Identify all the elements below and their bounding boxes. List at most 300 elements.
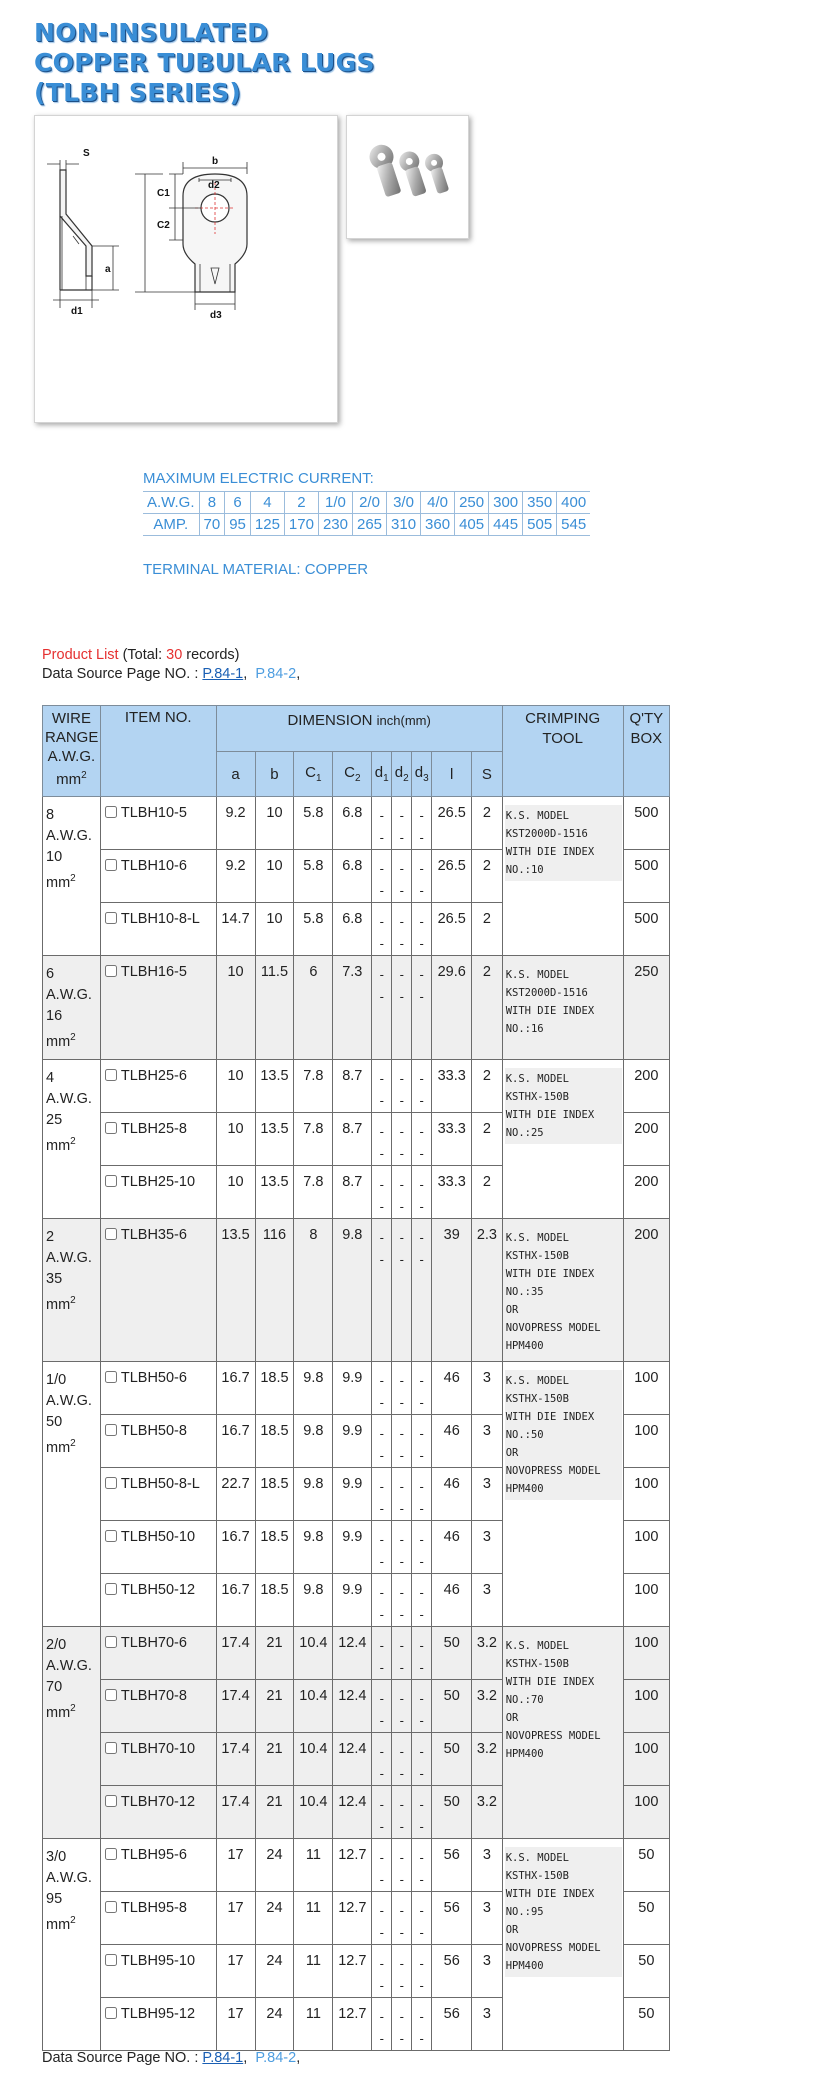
item-checkbox[interactable] [105,1583,117,1595]
dim-d3: - - [412,1732,432,1785]
item-checkbox[interactable] [105,1848,117,1860]
item-checkbox[interactable] [105,1689,117,1701]
tool-line: K.S. MODEL [505,1639,569,1652]
qty-cell: 100 [623,1467,669,1520]
dim-s: 3 [472,1414,503,1467]
dim-l: 33.3 [432,1112,472,1165]
dim-d3: - - [412,1573,432,1626]
dim-b: 18.5 [255,1520,294,1573]
awg-cell: 8 [199,492,225,514]
data-source-bottom: Data Source Page NO. : P.84-1, P.84-2, [42,2050,301,2066]
item-no: TLBH16-5 [120,964,187,980]
title-line-3: (TLBH SERIES) [34,78,242,107]
dim-c2: 9.9 [333,1467,372,1520]
dim-a: 17.4 [216,1785,255,1838]
tool-line: K.S. MODEL [505,969,569,981]
item-cell [100,1997,216,2050]
qty-cell: 500 [623,850,669,903]
tool-line: OR [505,1711,519,1724]
col-d3: $d_3$ [412,752,432,797]
tool-line: KSTHX-150B [505,1090,569,1103]
tool-line: NO.:25 [505,1126,544,1139]
tool-line: K.S. MODEL [505,1374,569,1387]
wire-range-cell: 4 A.W.G. 25 $mm^2$ [43,1059,101,1218]
wire-range-cell: 2 A.W.G. 35 $mm^2$ [43,1218,101,1361]
awg-cell: 250 [455,492,489,514]
dim-a: 17 [216,1838,255,1891]
dim-l: 46 [432,1414,472,1467]
range-mm-label: mm [46,1137,71,1154]
dim-b: 24 [255,1838,294,1891]
dim-d2: - - [392,1732,412,1785]
dim-d2: - - [392,1997,412,2050]
dim-d3: - - [412,1838,432,1891]
dim-c2: 9.9 [333,1520,372,1573]
tool-line: OR [505,1303,519,1316]
dim-c2: 12.7 [333,1838,372,1891]
dim-b: 18.5 [255,1361,294,1414]
dim-a: 10 [216,1059,255,1112]
dim-l: 33.3 [432,1165,472,1218]
dim-d1: - - [372,1626,392,1679]
dim-a: 9.2 [216,850,255,903]
col-l: l [432,752,472,797]
awg-cell: 6 [225,492,251,514]
table-body [43,797,670,2051]
dim-s: 2.3 [472,1218,503,1361]
qty-cell: 100 [623,1414,669,1467]
dim-s: 3.2 [472,1785,503,1838]
dim-d1: - - [372,1891,392,1944]
qty-cell: 100 [623,1520,669,1573]
range-mm-label: mm [46,874,71,891]
label-d2: d2 [208,180,220,191]
dim-c1: 11 [294,1838,333,1891]
dim-a: 16.7 [216,1361,255,1414]
dim-d2: - - [392,1626,412,1679]
amp-cell: 95 [225,514,251,536]
dim-d2: - - [392,956,412,1060]
max-current-title: MAXIMUM ELECTRIC CURRENT: [143,470,374,487]
dim-d1: - - [372,1785,392,1838]
dim-a: 17 [216,1997,255,2050]
amp-cell: 545 [557,514,591,536]
dim-c1: 11 [294,1891,333,1944]
awg-cell: 2/0 [352,492,386,514]
item-checkbox[interactable] [105,1742,117,1754]
tool-line: K.S. MODEL [505,810,569,822]
dim-d1: - - [372,1414,392,1467]
dim-a: 22.7 [216,1467,255,1520]
dim-d2: - - [392,1679,412,1732]
table-row [43,797,670,850]
dim-b: 18.5 [255,1414,294,1467]
amp-label: AMP. [143,514,199,536]
dim-b: 13.5 [255,1112,294,1165]
tool-line: KSTHX-150B [505,1249,569,1262]
dim-b: 21 [255,1679,294,1732]
awg-row [143,492,590,514]
dim-c1: 7.8 [294,1059,333,1112]
dim-d1: - - [372,1165,392,1218]
item-checkbox[interactable] [105,859,117,871]
dim-c1: 7.8 [294,1165,333,1218]
dim-d3: - - [412,1059,432,1112]
dim-c2: 6.8 [333,850,372,903]
item-no: TLBH95-10 [120,1952,196,1969]
item-checkbox[interactable] [105,1371,117,1383]
range-awg-label: A.W.G. [46,828,92,844]
item-cell [100,1626,216,1679]
item-no: TLBH10-8-L [120,911,200,927]
amp-cell: 265 [352,514,386,536]
source-link-p84-2[interactable]: P.84-2 [255,666,297,682]
dim-c2: 9.9 [333,1414,372,1467]
dim-d2: - - [392,1467,412,1520]
dim-l: 29.6 [432,956,472,1060]
header-qty-box [623,706,669,797]
table-row [43,1626,670,1679]
product-table [42,705,670,2051]
qty-cell: 100 [623,1626,669,1679]
dim-c1: 9.8 [294,1467,333,1520]
item-cell [100,1732,216,1785]
dim-a: 10 [216,1165,255,1218]
amp-cell: 360 [421,514,455,536]
dim-c1: 10.4 [294,1626,333,1679]
dim-b: 21 [255,1785,294,1838]
tool-line: NOVOPRESS MODEL [505,1464,601,1477]
dim-b: 11.5 [255,956,294,1060]
product-list-link[interactable]: Product List [42,647,119,663]
awg-cell: 4 [250,492,284,514]
dim-c1: 8 [294,1218,333,1361]
item-checkbox[interactable] [105,1795,117,1807]
tool-line: OR [505,1446,519,1459]
dim-c1: 5.8 [294,850,333,903]
dim-d1: - - [372,903,392,956]
dim-s: 2 [472,850,503,903]
dim-s: 2 [472,956,503,1060]
item-cell [100,797,216,850]
dim-c1: 9.8 [294,1520,333,1573]
label-s: S [83,148,90,159]
dim-l: 33.3 [432,1059,472,1112]
item-no: TLBH25-8 [120,1120,187,1137]
range-mm-label: mm [46,1033,71,1050]
item-checkbox[interactable] [105,1636,117,1648]
dim-s: 3 [472,1520,503,1573]
crimping-tool-cell [502,956,623,1060]
dim-d3: - - [412,797,432,850]
item-cell [100,1059,216,1112]
amp-cell: 170 [284,514,318,536]
dim-c1: 6 [294,956,333,1060]
awg-cell: 400 [557,492,591,514]
crimping-tool-cell [502,1626,623,1838]
label-c2: C2 [157,220,170,231]
dim-b: 10 [255,797,294,850]
dim-d1: - - [372,1679,392,1732]
wire-range-cell: 8 A.W.G. 10 $mm^2$ [43,797,101,956]
item-no: TLBH25-6 [120,1067,187,1084]
title-line-2: COPPER TUBULAR LUGS [34,48,375,77]
table-row [43,1838,670,1891]
dim-s: 3.2 [472,1679,503,1732]
dim-l: 50 [432,1626,472,1679]
dim-d2: - - [392,1414,412,1467]
item-checkbox[interactable] [105,1175,117,1187]
dim-s: 3 [472,1838,503,1891]
dim-d3: - - [412,956,432,1060]
dim-d2: - - [392,850,412,903]
dim-c1: 7.8 [294,1112,333,1165]
dim-d2: - - [392,1218,412,1361]
item-checkbox[interactable] [105,1954,117,1966]
item-checkbox[interactable] [105,1477,117,1489]
item-checkbox[interactable] [105,965,117,977]
dim-s: 2 [472,903,503,956]
tool-line: KST2000D-1516 [505,987,588,999]
range-mm-size: 10 [46,849,63,865]
dim-s: 3 [472,1891,503,1944]
table-row [43,1218,670,1361]
range-awg-label: A.W.G. [46,1249,92,1266]
item-cell [100,1467,216,1520]
item-cell [100,1165,216,1218]
qty-cell: 50 [623,1838,669,1891]
header-qty: Q'TY [629,710,664,727]
item-no: TLBH50-8-L [120,1475,200,1492]
awg-cell: 1/0 [318,492,352,514]
dim-c2: 8.7 [333,1059,372,1112]
dim-c1: 10.4 [294,1732,333,1785]
dim-d1: - - [372,1059,392,1112]
label-d3: d3 [210,310,222,321]
dim-l: 56 [432,1997,472,2050]
dim-c2: 12.4 [333,1732,372,1785]
qty-cell: 100 [623,1573,669,1626]
item-no: TLBH70-12 [120,1793,196,1810]
table-header-row [43,706,670,752]
dim-s: 3 [472,1944,503,1997]
amp-row [143,514,590,536]
range-mm-size: 50 [46,1413,63,1430]
dim-l: 50 [432,1785,472,1838]
tool-line: NO.:50 [505,1428,544,1441]
dim-d1: - - [372,1838,392,1891]
dimension-drawing-svg [35,116,337,422]
item-checkbox[interactable] [105,2007,117,2019]
wire-range-cell: 6 A.W.G. 16 $mm^2$ [43,956,101,1060]
item-checkbox[interactable] [105,1424,117,1436]
range-mm-label: mm [46,1296,71,1313]
item-checkbox[interactable] [105,1228,117,1240]
item-checkbox[interactable] [105,912,117,924]
item-checkbox[interactable] [105,1901,117,1913]
dim-d3: - - [412,1520,432,1573]
dim-a: 17 [216,1944,255,1997]
dim-d2: - - [392,1361,412,1414]
total-count: 30 [166,647,183,663]
dim-a: 16.7 [216,1520,255,1573]
item-no: TLBH70-6 [120,1634,187,1651]
dim-d2: - - [392,1573,412,1626]
qty-cell: 50 [623,1944,669,1997]
source-link-p84-2[interactable]: P.84-2 [255,2050,297,2066]
item-checkbox[interactable] [105,1122,117,1134]
source-link-p84-1[interactable]: P.84-1 [202,2050,244,2066]
dim-c2: 9.9 [333,1361,372,1414]
dim-s: 3 [472,1997,503,2050]
amp-cell: 505 [523,514,557,536]
item-cell [100,1520,216,1573]
dim-c2: 9.9 [333,1573,372,1626]
dim-d1: - - [372,1112,392,1165]
dim-l: 26.5 [432,850,472,903]
tool-line: KST2000D-1516 [505,828,588,840]
range-mm-label: mm [46,1916,71,1933]
header-crimping: CRIMPING [525,710,601,727]
item-cell [100,1785,216,1838]
item-cell [100,956,216,1060]
dim-d2: - - [392,797,412,850]
qty-cell: 50 [623,1997,669,2050]
source-link-p84-1[interactable]: P.84-1 [202,666,244,682]
item-checkbox[interactable] [105,1069,117,1081]
tool-line: NO.:95 [505,1905,544,1918]
header-mm: mm [56,771,82,788]
header-tool: TOOL [542,730,583,747]
header-dimension-label: DIMENSION [287,712,373,729]
table-row [43,956,670,1060]
item-no: TLBH50-8 [120,1422,187,1439]
crimping-tool-cell [502,1838,623,2050]
dim-s: 3 [472,1573,503,1626]
total-prefix: (Total: [118,647,167,663]
awg-cell: 2 [284,492,318,514]
material-label: TERMINAL MATERIAL: [143,561,301,578]
qty-cell: 200 [623,1112,669,1165]
dim-a: 10 [216,1112,255,1165]
tool-line: WITH DIE INDEX [505,1410,595,1423]
item-no: TLBH35-6 [120,1226,187,1243]
header-wire-range: WIRE RANGE A.W.G. $mm^2$ [43,706,101,797]
item-cell [100,1361,216,1414]
dim-b: 13.5 [255,1165,294,1218]
dim-d2: - - [392,1112,412,1165]
dim-d3: - - [412,1112,432,1165]
range-awg-label: A.W.G. [46,1657,92,1674]
dim-s: 2 [472,1112,503,1165]
title-line-1: NON-INSULATED [34,18,269,47]
item-cell [100,1573,216,1626]
range-awg-size: 6 [46,966,55,982]
dim-d3: - - [412,1361,432,1414]
tool-line: NO.:35 [505,1285,544,1298]
page-title [34,18,375,108]
total-suffix: records) [182,647,240,663]
item-no: TLBH50-10 [120,1528,196,1545]
dim-a: 17.4 [216,1679,255,1732]
tool-line: K.S. MODEL [505,1231,569,1244]
dim-d1: - - [372,1997,392,2050]
dim-d1: - - [372,1520,392,1573]
material-value: COPPER [304,561,369,578]
range-awg-size: 2/0 [46,1636,67,1653]
qty-cell: 100 [623,1732,669,1785]
table-row [43,1059,670,1112]
dim-d2: - - [392,1891,412,1944]
dim-d3: - - [412,850,432,903]
qty-cell: 200 [623,1059,669,1112]
amp-cell: 230 [318,514,352,536]
item-no: TLBH95-12 [120,2005,196,2022]
item-no: TLBH50-6 [120,1369,187,1386]
dim-c2: 9.8 [333,1218,372,1361]
tool-line: NO.:70 [505,1693,544,1706]
dim-a: 17.4 [216,1626,255,1679]
dim-b: 18.5 [255,1573,294,1626]
tool-line: KSTHX-150B [505,1869,569,1882]
dim-c2: 8.7 [333,1112,372,1165]
dim-d1: - - [372,1944,392,1997]
dim-d1: - - [372,1467,392,1520]
item-checkbox[interactable] [105,806,117,818]
tool-line: NOVOPRESS MODEL [505,1321,601,1334]
header-dimension [216,706,502,752]
range-mm-label: mm [46,1704,71,1721]
range-mm-size: 95 [46,1890,63,1907]
dim-d1: - - [372,850,392,903]
tool-line: HPM400 [505,1747,544,1760]
data-source-top: Data Source Page NO. : P.84-1, P.84-2, [42,666,301,682]
item-no: TLBH10-5 [120,805,187,821]
header-wire: WIRE [51,710,92,727]
tool-line: HPM400 [505,1339,544,1352]
dim-d3: - - [412,1414,432,1467]
item-cell [100,850,216,903]
dim-l: 56 [432,1838,472,1891]
dim-d3: - - [412,1785,432,1838]
qty-cell: 250 [623,956,669,1060]
label-a: a [105,264,111,275]
dim-d3: - - [412,1997,432,2050]
dim-d1: - - [372,956,392,1060]
dim-b: 21 [255,1732,294,1785]
range-awg-size: 8 [46,807,55,823]
dim-c1: 9.8 [294,1414,333,1467]
product-list-header [42,647,239,663]
dim-l: 46 [432,1573,472,1626]
col-b: b [255,752,294,797]
dim-s: 2 [472,1059,503,1112]
dim-l: 46 [432,1467,472,1520]
tool-line: WITH DIE INDEX [505,1887,595,1900]
dim-d3: - - [412,1467,432,1520]
dim-l: 56 [432,1891,472,1944]
range-awg-size: 1/0 [46,1371,67,1388]
item-checkbox[interactable] [105,1530,117,1542]
dim-b: 24 [255,1944,294,1997]
amp-cell: 445 [489,514,523,536]
dim-c2: 12.4 [333,1626,372,1679]
terminal-material [143,561,368,578]
qty-cell: 100 [623,1679,669,1732]
label-c1: C1 [157,188,170,199]
tool-line: OR [505,1923,519,1936]
dim-l: 39 [432,1218,472,1361]
